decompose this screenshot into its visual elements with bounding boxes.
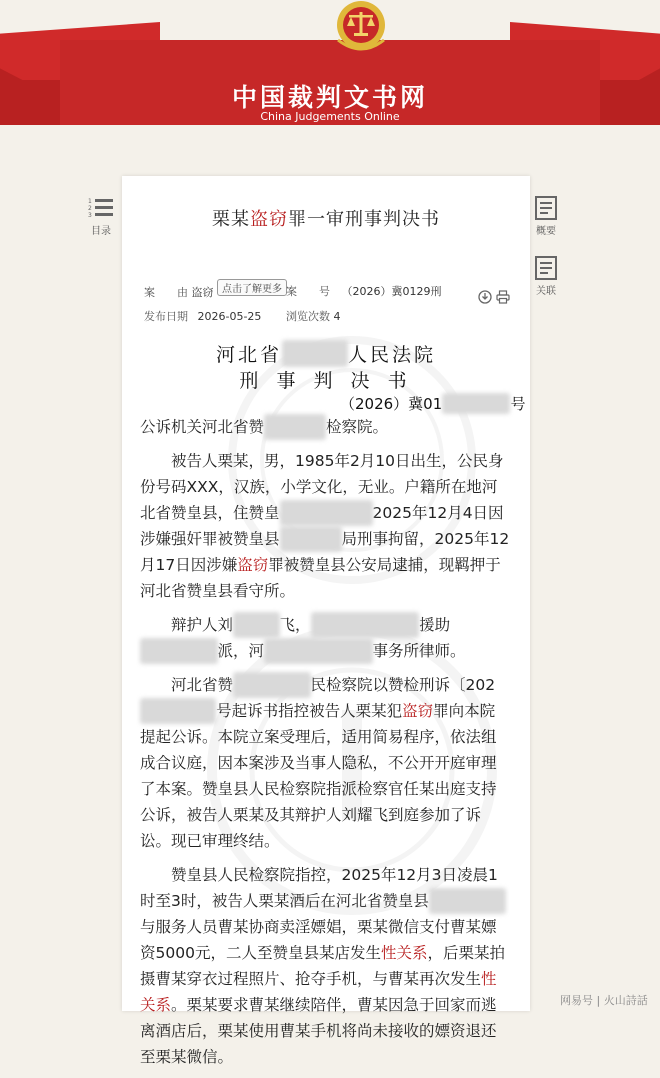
judgment-body bbox=[140, 414, 510, 1078]
svg-text:2: 2 bbox=[88, 205, 92, 212]
court-name: 河北省 人民法院 bbox=[122, 340, 530, 367]
summary-button[interactable]: 概要 bbox=[535, 196, 557, 237]
learn-more-badge[interactable]: 点击了解更多 bbox=[217, 279, 287, 296]
paragraph-prosecutor: 公诉机关河北省赞 检察院。 bbox=[140, 414, 510, 440]
related-button[interactable]: 关联 bbox=[535, 256, 557, 297]
case-number-field: 案 号 （2026）冀0129刑 bbox=[286, 285, 442, 298]
document-icon bbox=[535, 256, 557, 280]
paragraph-charges: 赞皇县人民检察院指控，2025年12月3日凌晨1时至3时，被告人栗某酒后在河北省赞皇县与服务人员曹某协商卖淫嫖娼，栗某微信支付曹某嫖资5000元，二人至赞皇县某店发生性关系，后栗某拍摄曹某穿衣过程照片、抢夺手机，与曹某再次发生性关系。栗某要求曹某继续陪伴，曹某因急于回家而逃离酒店后，栗某使用曹某手机将尚未接收的嫖资退还至栗某微信。 bbox=[140, 866, 505, 1066]
svg-text:3: 3 bbox=[88, 212, 92, 219]
download-icon[interactable] bbox=[478, 290, 492, 304]
site-subtitle: China Judgements Online bbox=[260, 110, 400, 123]
svg-text:1: 1 bbox=[88, 198, 92, 205]
site-title[interactable]: 中国裁判文书网 bbox=[231, 83, 428, 112]
redacted-text bbox=[282, 340, 348, 367]
paragraph-indictment: 河北省赞 民检察院以赞检刑诉〔202号起诉书指控被告人栗某犯盗窃罪向本院提起公诉。本院立案受理后，适用简易程序，依法组成合议庭，因本案涉及当事人隐私，不公开开庭审理了本案。赞皇县人民检察院指派检察官任某出庭支持公诉，被告人栗某及其辩护人刘耀飞到庭参加了诉讼。现已审理终结。 bbox=[140, 672, 510, 854]
paragraph-defendant: 被告人栗某，男，1985年2月10日出生，公民身份号码XXX，汉族，小学文化，无业。户籍所在地河北省赞皇县，住赞皇 2025年12月4日因涉嫌强奸罪被赞皇县 局刑事拘留，2025年12月17日因涉嫌盗窃罪被赞皇县公安局逮捕，现羁押于河北省赞皇县看守所。 bbox=[140, 452, 510, 600]
list-numbered-icon bbox=[88, 196, 114, 220]
source-watermark: 网易号 | 火山詩話 bbox=[560, 994, 648, 1007]
judgment-doc-title: 刑 事 判 决 书 bbox=[239, 370, 413, 392]
redacted-text bbox=[442, 393, 510, 414]
publish-date-field: 发布日期 2026-05-25 bbox=[144, 310, 262, 323]
toc-button[interactable]: 1 2 3 目录 bbox=[88, 196, 114, 237]
print-icon[interactable] bbox=[496, 290, 510, 304]
cause-field: 案 由 盗窃 点击了解更多 bbox=[144, 283, 287, 300]
case-number: （2026）冀01 号 bbox=[340, 395, 526, 413]
views-field: 浏览次数 4 bbox=[286, 310, 341, 323]
highlighted-keyword: 盗窃 bbox=[250, 209, 288, 230]
document-title: 栗某盗窃罪一审刑事判决书 bbox=[212, 209, 440, 230]
document-icon bbox=[535, 196, 557, 220]
court-emblem-icon bbox=[328, 0, 394, 54]
paragraph-defender: 辩护人刘 飞， 援助派，河 事务所律师。 bbox=[140, 612, 510, 664]
